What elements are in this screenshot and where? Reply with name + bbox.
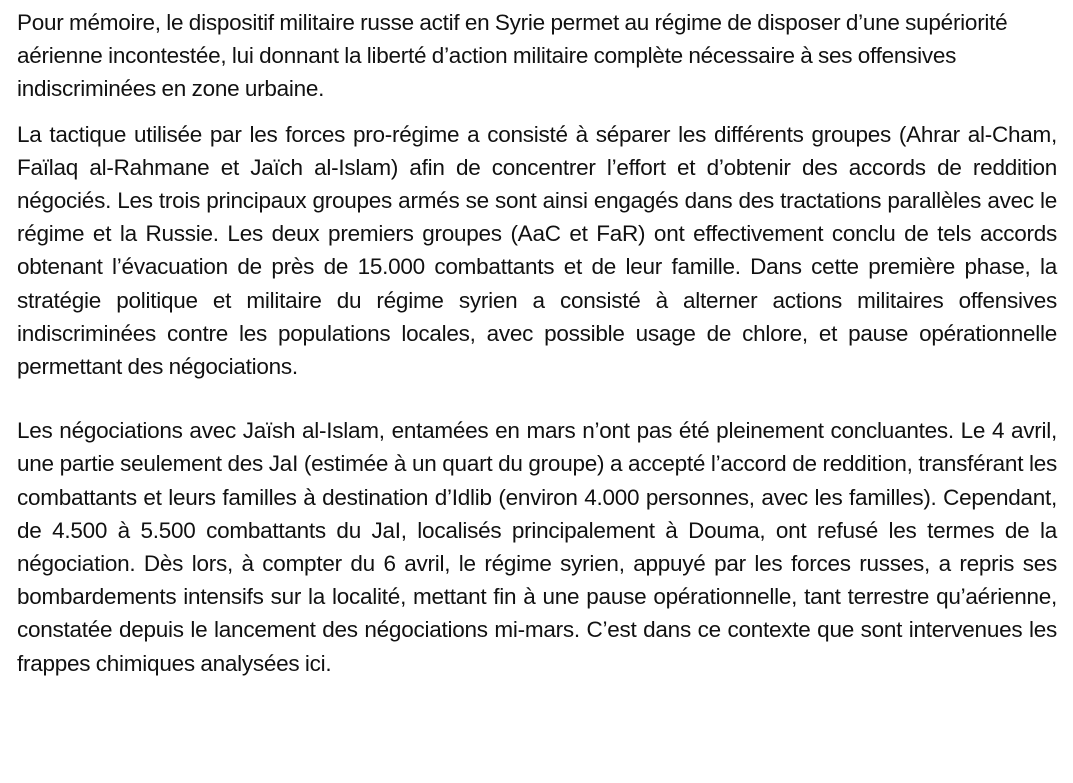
- document-body: [17, 6, 1057, 680]
- paragraph-pro-regime-tactics: La tactique utilisée par les forces pro-régime a consisté à séparer les différents groupes (Ahrar al-Cham, Faïlaq al-Rahmane et Jaïch al-Islam) afin de concentrer l’effort et d’obtenir des accords de reddition négociés. Les trois principaux groupes armés se sont ainsi engagés dans des tractations parallèles avec le régime et la Russie. Les deux premiers groupes (AaC et FaR) ont effectivement conclu de tels accords obtenant l’évacuation de près de 15.000 combattants et de leur famille. Dans cette première phase, la stratégie politique et militaire du régime syrien a consisté à alterner actions militaires offensives indiscriminées contre les populations locales, avec possible usage de chlore, et pause opérationnelle permettant des négociations.: [17, 121, 1057, 380]
- paragraph-jaish-al-islam-negotiations: Les négociations avec Jaïsh al-Islam, entamées en mars n’ont pas été pleinement concluantes. Le 4 avril, une partie seulement des JaI (estimée à un quart du groupe) a accepté l’accord de reddition, transférant les combattants et leurs familles à destination d’Idlib (environ 4.000 personnes, avec les familles). Cependant, de 4.500 à 5.500 combattants du JaI, localisés principalement à Douma, ont refusé les termes de la négociation. Dès lors, à compter du 6 avril, le régime syrien, appuyé par les forces russes, a repris ses bombardements intensifs sur la localité, mettant fin à une pause opérationnelle, tant terrestre qu’aérienne, constatée depuis le lancement des négociations mi-mars. C’est dans ce contexte que sont intervenues les frappes chimiques analysées ici.: [17, 418, 1057, 676]
- paragraph-spacer: [17, 383, 1057, 414]
- paragraph-spacer: [17, 106, 1057, 118]
- paragraph-air-superiority: Pour mémoire, le dispositif militaire russe actif en Syrie permet au régime de disposer d’une supériorité aérienne incontestée, lui donnant la liberté d’action militaire complète nécessaire à ses offensives indiscriminées en zone urbaine.: [17, 10, 1008, 102]
